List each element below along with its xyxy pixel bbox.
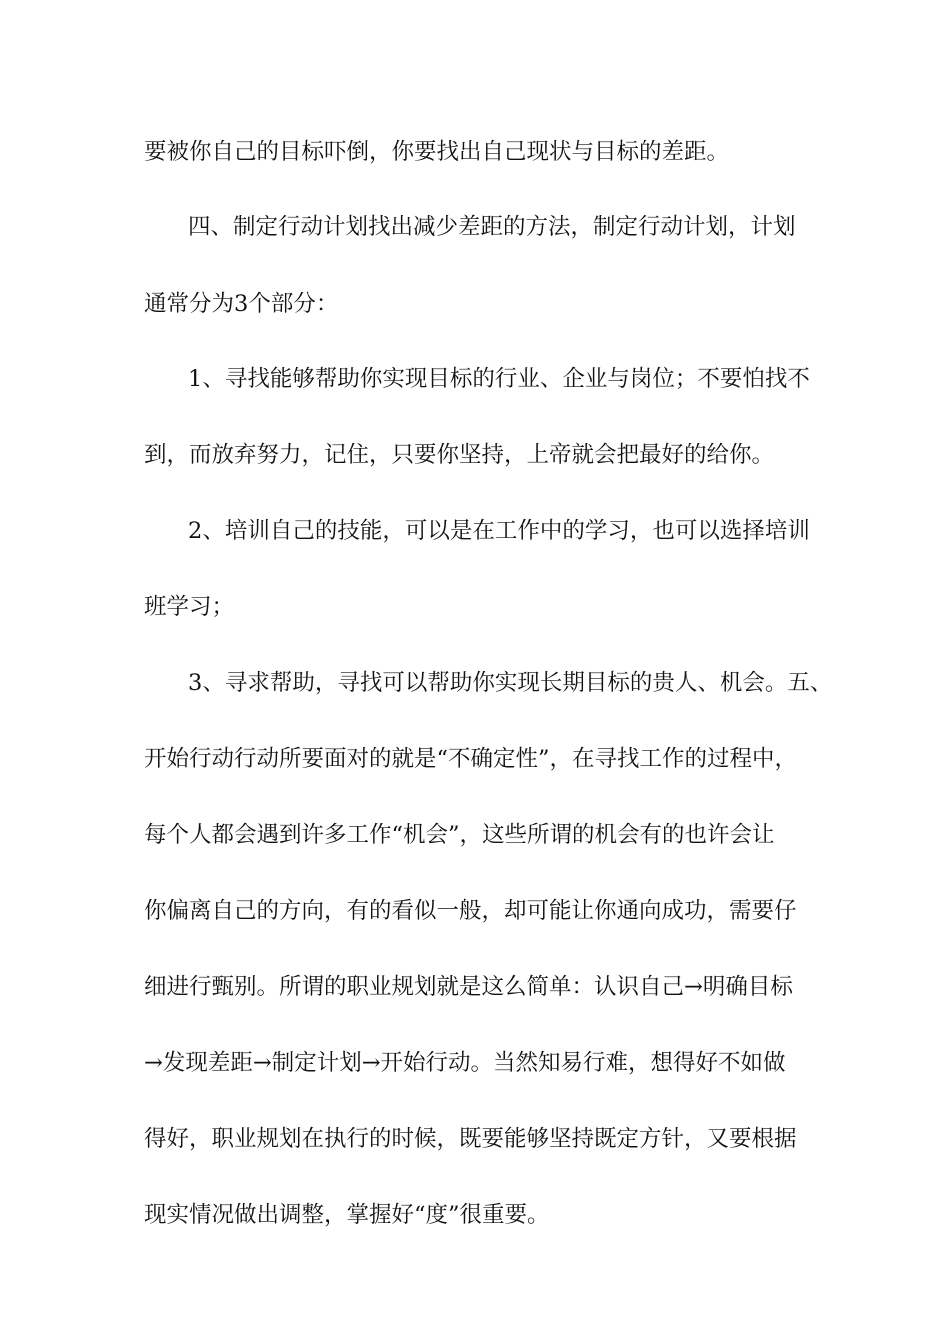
body-text-line: 你偏离自己的方向，有的看似一般，却可能让你通向成功，需要仔 [144,898,797,924]
body-text-line: 现实情况做出调整，掌握好“度”很重要。 [144,1202,550,1228]
body-text-line: 细进行甄别。所谓的职业规划就是这么简单：认识自己→明确目标 [144,974,793,1000]
body-text-line: 通常分为3个部分： [144,291,339,317]
body-text-line: 得好，职业规划在执行的时候，既要能够坚持既定方针，又要根据 [144,1126,797,1152]
section-heading-line: 四、制定行动计划找出减少差距的方法，制定行动计划，计划 [188,214,796,240]
body-text-line: →发现差距→制定计划→开始行动。当然知易行难，想得好不如做 [144,1050,786,1076]
body-text-line: 每个人都会遇到许多工作“机会”，这些所谓的机会有的也许会让 [144,822,775,848]
list-item-line: 1、寻找能够帮助你实现目标的行业、企业与岗位；不要怕找不 [188,366,810,392]
list-item-line: 3、寻求帮助，寻找可以帮助你实现长期目标的贵人、机会。五、 [188,670,833,696]
body-text-line: 开始行动行动所要面对的就是“不确定性”，在寻找工作的过程中， [144,746,798,772]
body-text-line: 要被你自己的目标吓倒，你要找出自己现状与目标的差距。 [144,139,730,165]
body-text-line: 班学习； [144,594,235,620]
body-text-line: 到，而放弃努力，记住，只要你坚持，上帝就会把最好的给你。 [144,442,775,468]
list-item-line: 2、培训自己的技能，可以是在工作中的学习，也可以选择培训 [188,518,810,544]
